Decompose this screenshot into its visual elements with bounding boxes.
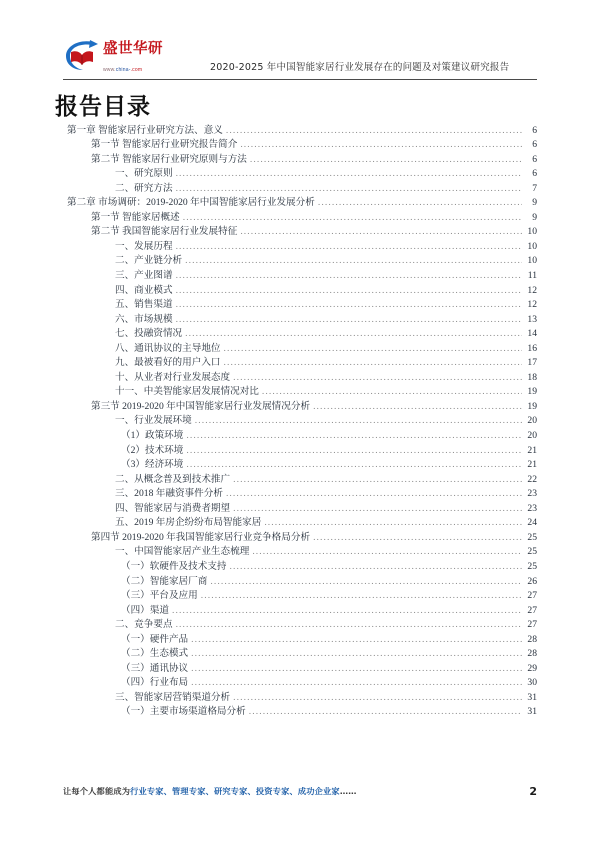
toc-entry[interactable]: [67, 689, 537, 704]
table-of-contents: [67, 122, 537, 718]
toc-entry[interactable]: [67, 675, 537, 690]
toc-entry[interactable]: [67, 384, 537, 399]
toc-entry[interactable]: [67, 500, 537, 515]
toc-entry-label: 四、商业模式: [115, 284, 173, 296]
toc-entry-page: 31: [527, 691, 537, 703]
toc-entry-label: （四）渠道: [121, 604, 169, 616]
toc-entry-page: 28: [527, 648, 537, 660]
toc-entry[interactable]: [67, 224, 537, 239]
toc-entry-page: 11: [527, 270, 537, 282]
toc-leader-dots: [191, 678, 522, 688]
toc-entry-label: 第二节 智能家居行业研究原则与方法: [91, 153, 247, 165]
toc-leader-dots: [191, 635, 522, 645]
toc-entry-label: 十、从业者对行业发展态度: [115, 371, 231, 383]
toc-leader-dots: [249, 707, 522, 717]
toc-leader-dots: [264, 518, 522, 528]
toc-entry-label: 四、智能家居与消费者期望: [115, 502, 231, 514]
toc-entry-label: 三、2018 年融资事件分析: [115, 488, 223, 500]
toc-entry[interactable]: [67, 297, 537, 312]
toc-leader-dots: [201, 591, 522, 601]
toc-leader-dots: [176, 300, 522, 310]
toc-entry[interactable]: [67, 529, 537, 544]
toc-entry-page: 23: [527, 488, 537, 500]
toc-entry[interactable]: [67, 166, 537, 181]
toc-leader-dots: [233, 373, 522, 383]
toc-entry-label: 第一节 智能家居概述: [91, 211, 180, 223]
toc-entry-label: （一）软硬件及技术支持: [121, 560, 227, 572]
toc-leader-dots: [176, 315, 522, 325]
toc-entry-page: 27: [527, 619, 537, 631]
toc-entry-page: 20: [527, 415, 537, 427]
toc-entry-page: 21: [527, 459, 537, 471]
toc-leader-dots: [185, 256, 522, 266]
toc-entry-label: 七、投融资情况: [115, 328, 183, 340]
toc-entry-page: 17: [527, 357, 537, 369]
toc-entry-label: （三）平台及应用: [121, 590, 198, 602]
toc-leader-dots: [226, 126, 522, 136]
toc-leader-dots: [262, 387, 522, 397]
toc-entry[interactable]: [67, 209, 537, 224]
toc-entry-page: 6: [532, 153, 537, 165]
toc-entry-page: 10: [527, 240, 537, 252]
toc-leader-dots: [176, 286, 522, 296]
toc-entry-page: 9: [532, 197, 537, 209]
toc-leader-dots: [233, 504, 522, 514]
toc-entry[interactable]: [67, 398, 537, 413]
toc-entry[interactable]: [67, 137, 537, 152]
toc-leader-dots: [186, 446, 522, 456]
toc-entry-page: 19: [527, 400, 537, 412]
toc-entry-page: 10: [527, 226, 537, 238]
toc-entry-label: （二）智能家居厂商: [121, 575, 208, 587]
toc-entry-page: 31: [527, 706, 537, 718]
toc-entry-label: 五、销售渠道: [115, 299, 173, 311]
toc-entry[interactable]: [67, 486, 537, 501]
toc-entry-label: 六、市场规模: [115, 313, 173, 325]
toc-entry[interactable]: [67, 238, 537, 253]
toc-entry-page: 6: [532, 124, 537, 136]
footer-slogan-lead: 让每个人都能成为: [63, 786, 131, 796]
toc-entry-page: 23: [527, 502, 537, 514]
toc-entry-label: （3）经济环境: [121, 459, 184, 471]
toc-entry[interactable]: [67, 369, 537, 384]
toc-entry-page: 27: [527, 590, 537, 602]
footer-slogan-trail: ……: [339, 786, 357, 796]
toc-entry[interactable]: [67, 282, 537, 297]
toc-leader-dots: [176, 271, 522, 281]
toc-entry[interactable]: [67, 704, 537, 719]
toc-entry-page: 14: [527, 328, 537, 340]
toc-leader-dots: [224, 344, 522, 354]
toc-leader-dots: [230, 562, 522, 572]
brand-text: [103, 40, 183, 76]
toc-leader-dots: [191, 664, 522, 674]
page-number: 2: [529, 785, 537, 798]
brand-url: www.china-.com: [103, 67, 143, 73]
toc-entry[interactable]: [67, 588, 537, 603]
toc-entry-label: 第一节 智能家居行业研究报告简介: [91, 139, 238, 151]
toc-entry[interactable]: [67, 413, 537, 428]
toc-leader-dots: [183, 213, 522, 223]
toc-entry-page: 25: [527, 546, 537, 558]
toc-entry-label: （二）生态模式: [121, 648, 189, 660]
toc-entry-label: （2）技术环境: [121, 444, 184, 456]
toc-entry-label: 二、研究方法: [115, 182, 173, 194]
toc-leader-dots: [313, 402, 522, 412]
report-header-title: 2020-2025 年中国智能家居行业发展存在的问题及对策建议研究报告: [210, 62, 510, 73]
toc-leader-dots: [185, 329, 522, 339]
toc-entry-page: 25: [527, 531, 537, 543]
toc-entry[interactable]: [67, 660, 537, 675]
toc-leader-dots: [318, 198, 522, 208]
toc-entry-page: 22: [527, 473, 537, 485]
toc-entry-page: 21: [527, 444, 537, 456]
toc-leader-dots: [176, 620, 522, 630]
toc-entry[interactable]: [67, 122, 537, 137]
toc-entry[interactable]: [67, 631, 537, 646]
toc-entry[interactable]: [67, 326, 537, 341]
toc-entry-page: 12: [527, 284, 537, 296]
toc-leader-dots: [172, 606, 522, 616]
toc-leader-dots: [250, 155, 522, 165]
toc-leader-dots: [252, 547, 522, 557]
toc-entry-label: 十一、中美智能家居发展情况对比: [115, 386, 259, 398]
toc-entry-label: 三、产业图谱: [115, 270, 173, 282]
toc-entry[interactable]: [67, 151, 537, 166]
toc-leader-dots: [240, 227, 522, 237]
toc-entry-label: （四）行业布局: [121, 677, 189, 689]
toc-entry[interactable]: [67, 355, 537, 370]
toc-entry[interactable]: [67, 180, 537, 195]
header-divider: [63, 79, 537, 80]
toc-entry-page: 30: [527, 677, 537, 689]
toc-entry-page: 9: [532, 211, 537, 223]
toc-entry[interactable]: [67, 544, 537, 559]
footer-slogan-highlight: 行业专家、管理专家、研究专家、投资专家、成功企业家: [130, 786, 340, 796]
toc-entry-page: 26: [527, 575, 537, 587]
page-title: 报告目录: [55, 94, 151, 120]
toc-entry-label: （三）通讯协议: [121, 662, 189, 674]
toc-entry[interactable]: [67, 427, 537, 442]
page-header: [0, 0, 600, 82]
toc-entry-page: 13: [527, 313, 537, 325]
toc-entry-label: 九、最被看好的用户入口: [115, 357, 221, 369]
toc-entry-label: 第二节 我国智能家居行业发展特征: [91, 226, 238, 238]
toc-entry[interactable]: [67, 515, 537, 530]
toc-leader-dots: [233, 475, 522, 485]
toc-entry-page: 25: [527, 560, 537, 572]
toc-leader-dots: [176, 184, 522, 194]
page-footer: [0, 786, 600, 808]
toc-entry-label: 一、行业发展环境: [115, 415, 192, 427]
toc-entry-label: 一、研究原则: [115, 168, 173, 180]
toc-leader-dots: [176, 169, 522, 179]
toc-entry[interactable]: [67, 442, 537, 457]
toc-entry-page: 19: [527, 386, 537, 398]
open-book-swoosh-logo-icon: [63, 38, 101, 72]
toc-entry-page: 27: [527, 604, 537, 616]
toc-entry-page: 6: [532, 139, 537, 151]
toc-entry-label: 第三节 2019-2020 年中国智能家居行业发展情况分析: [91, 400, 311, 412]
toc-entry-label: 二、竞争要点: [115, 619, 173, 631]
toc-leader-dots: [240, 140, 522, 150]
toc-entry-label: （1）政策环境: [121, 430, 184, 442]
toc-entry[interactable]: [67, 195, 537, 210]
toc-entry[interactable]: [67, 253, 537, 268]
toc-leader-dots: [210, 577, 522, 587]
toc-entry-label: 二、从概念普及到技术推广: [115, 473, 231, 485]
toc-leader-dots: [224, 358, 522, 368]
toc-entry-label: 第一章 智能家居行业研究方法、意义: [67, 124, 223, 136]
toc-entry-label: 一、中国智能家居产业生态梳理: [115, 546, 250, 558]
toc-entry-label: （一）主要市场渠道格局分析: [121, 706, 246, 718]
toc-entry[interactable]: [67, 617, 537, 632]
toc-entry-label: 五、2019 年房企纷纷布局智能家居: [115, 517, 262, 529]
toc-entry[interactable]: [67, 646, 537, 661]
toc-entry-page: 18: [527, 371, 537, 383]
toc-entry-label: 八、通讯协议的主导地位: [115, 342, 221, 354]
toc-entry-page: 10: [527, 255, 537, 267]
toc-entry[interactable]: [67, 340, 537, 355]
toc-entry[interactable]: [67, 602, 537, 617]
toc-entry[interactable]: [67, 457, 537, 472]
toc-entry[interactable]: [67, 558, 537, 573]
toc-entry-page: 16: [527, 342, 537, 354]
toc-entry-label: 三、智能家居营销渠道分析: [115, 691, 231, 703]
toc-leader-dots: [313, 533, 522, 543]
toc-leader-dots: [186, 460, 522, 470]
brand-name: 盛世华研: [103, 41, 163, 57]
toc-entry[interactable]: [67, 267, 537, 282]
company-logo: [63, 38, 183, 74]
toc-entry-page: 20: [527, 430, 537, 442]
toc-leader-dots: [195, 416, 522, 426]
footer-slogan: [63, 786, 357, 797]
toc-entry[interactable]: [67, 573, 537, 588]
toc-entry[interactable]: [67, 471, 537, 486]
toc-entry-label: 一、发展历程: [115, 240, 173, 252]
toc-entry-page: 7: [532, 182, 537, 194]
toc-entry-label: （一）硬件产品: [121, 633, 189, 645]
toc-leader-dots: [191, 649, 522, 659]
toc-leader-dots: [186, 431, 522, 441]
toc-leader-dots: [233, 693, 522, 703]
toc-entry-page: 6: [532, 168, 537, 180]
toc-entry-label: 二、产业链分析: [115, 255, 183, 267]
toc-leader-dots: [226, 489, 522, 499]
toc-entry-page: 28: [527, 633, 537, 645]
toc-entry-label: 第二章 市场调研：2019-2020 年中国智能家居行业发展分析: [67, 197, 315, 209]
toc-leader-dots: [176, 242, 522, 252]
toc-entry[interactable]: [67, 311, 537, 326]
toc-entry-page: 29: [527, 662, 537, 674]
toc-entry-page: 12: [527, 299, 537, 311]
toc-entry-label: 第四节 2019-2020 年我国智能家居行业竞争格局分析: [91, 531, 311, 543]
toc-entry-page: 24: [527, 517, 537, 529]
